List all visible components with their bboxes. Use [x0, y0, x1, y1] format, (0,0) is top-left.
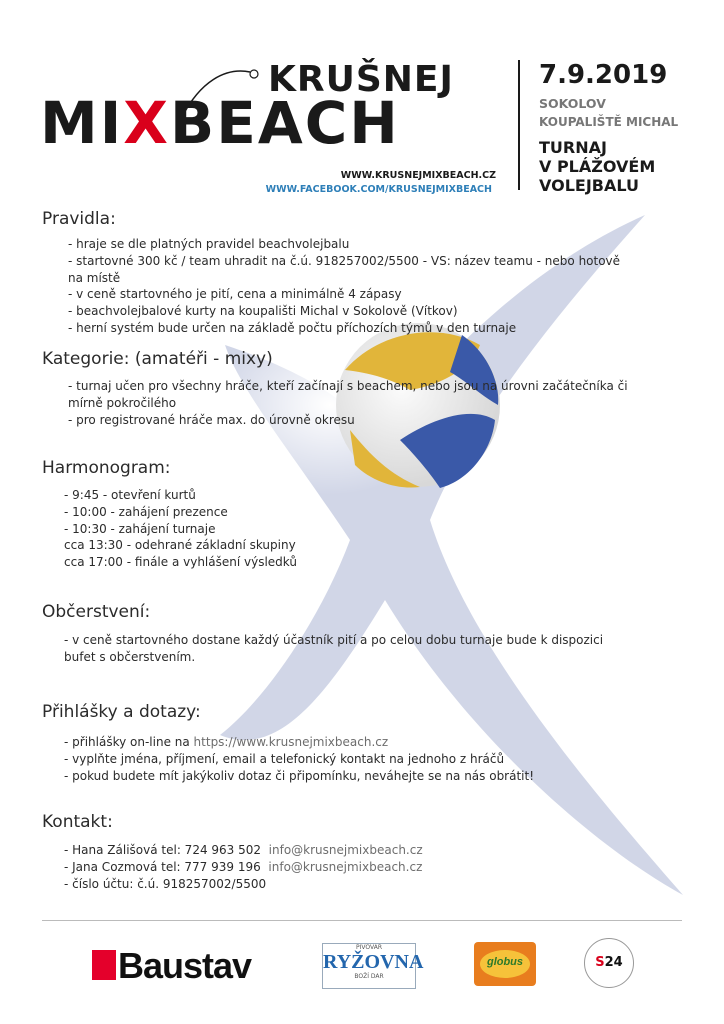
baustav-logo: [92, 945, 251, 987]
location-place: KOUPALIŠTĚ MICHAL: [539, 115, 679, 129]
list-item: [64, 734, 534, 751]
list-item: - 10:00 - zahájení prezence: [64, 504, 228, 519]
tournament-line: VOLEJBALU: [539, 176, 639, 195]
list-item: - v ceně startovného dostane každý účastník pití a po celou dobu turnaje bude k dispozici: [64, 633, 604, 647]
tournament-line: TURNAJ: [539, 138, 607, 157]
s24-number: 24: [604, 955, 623, 970]
refreshments-heading: Občerstvení:: [42, 602, 151, 622]
list-item: bufet s občerstvením.: [64, 649, 196, 664]
list-item: - vyplňte jména, příjmení, email a telefonický kontakt na jednoho z hráčů: [64, 751, 505, 766]
ryzovna-name: RYŽOVNA: [323, 951, 424, 973]
list-item: - herní systém bude určen na základě počtu příchozích týmů v den turnaje: [68, 320, 517, 335]
tournament-title: [539, 138, 655, 195]
registration-heading: Přihlášky a dotazy:: [42, 702, 201, 722]
rules-heading: Pravidla:: [42, 209, 116, 229]
registration-text: - přihlášky on-line na: [64, 735, 194, 749]
list-item: - 9:45 - otevření kurtů: [64, 488, 196, 502]
s24-logo: [584, 938, 634, 988]
footer-divider: [42, 920, 682, 921]
contact-name: - Jana Cozmová tel: 777 939 196: [64, 859, 261, 874]
list-item: na místě: [68, 270, 121, 285]
rules-list: [68, 236, 620, 337]
registration-list: [64, 734, 534, 784]
category-heading: Kategorie: (amatéři - mixy): [42, 349, 273, 369]
ryzovna-top: PIVOVAR: [356, 944, 382, 951]
list-item: - startovné 300 kč / team uhradit na č.ú. 918257002/5500 - VS: název teamu - nebo hotově: [68, 253, 621, 268]
s24-text: [585, 955, 633, 970]
schedule-list: [64, 487, 297, 571]
location-city: SOKOLOV: [539, 96, 606, 111]
list-item: - turnaj učen pro všechny hráče, kteří začínají s beachem, nebo jsou na úrovni začátečníka či: [68, 379, 628, 393]
logo-mixbeach: [40, 89, 400, 157]
globus-logo: [474, 942, 536, 986]
list-item: - pokud budete mít jakýkoliv dotaz či připomínku, neváhejte se na nás obrátit!: [64, 768, 535, 783]
contact-email[interactable]: info@krusnejmixbeach.cz: [268, 859, 423, 874]
list-item: - číslo účtu: č.ú. 918257002/5500: [64, 876, 267, 891]
list-item: [64, 842, 423, 859]
globus-text: globus: [486, 956, 524, 968]
website-link[interactable]: WWW.KRUSNEJMIXBEACH.CZ: [340, 170, 496, 181]
registration-link[interactable]: https://www.krusnejmixbeach.cz: [193, 735, 389, 749]
list-item: mírně pokročilého: [68, 395, 177, 410]
list-item: [64, 859, 423, 876]
ryzovna-logo: [322, 943, 424, 989]
refreshments-list: [64, 632, 603, 666]
contact-email[interactable]: info@krusnejmixbeach.cz: [268, 843, 423, 857]
logo-mi: MI: [40, 89, 124, 157]
list-item: - hraje se dle platných pravidel beachvolejbalu: [68, 237, 350, 251]
list-item: cca 13:30 - odehrané základní skupiny: [64, 538, 296, 553]
event-date: 7.9.2019: [539, 60, 668, 90]
baustav-text: Baustav: [118, 945, 252, 986]
tournament-line: V PLÁŽOVÉM: [539, 157, 656, 176]
facebook-link[interactable]: WWW.FACEBOOK.COM/KRUSNEJMIXBEACH: [265, 184, 492, 195]
logo-x: X: [123, 89, 171, 157]
logo-beach: BEACH: [170, 89, 400, 157]
baustav-square-icon: [92, 950, 116, 980]
list-item: - pro registrované hráče max. do úrovně okresu: [68, 412, 355, 427]
contact-name: - Hana Zálišová tel: 724 963 502: [64, 843, 262, 857]
s24-s: S: [595, 955, 605, 970]
list-item: - beachvolejbalové kurty na koupališti Michal v Sokolově (Vítkov): [68, 304, 458, 319]
category-list: [68, 378, 628, 428]
ryzovna-bottom: BOŽÍ DAR: [354, 973, 384, 980]
list-item: - 10:30 - zahájení turnaje: [64, 521, 216, 536]
header-divider: [518, 60, 520, 190]
list-item: cca 17:00 - finále a vyhlášení výsledků: [64, 555, 297, 570]
contact-list: [64, 842, 423, 892]
schedule-heading: Harmonogram:: [42, 458, 171, 478]
contact-heading: Kontakt:: [42, 812, 113, 832]
list-item: - v ceně startovného je pití, cena a minimálně 4 zápasy: [68, 287, 402, 302]
logo-krusnej: KRUŠNEJ: [268, 59, 454, 100]
